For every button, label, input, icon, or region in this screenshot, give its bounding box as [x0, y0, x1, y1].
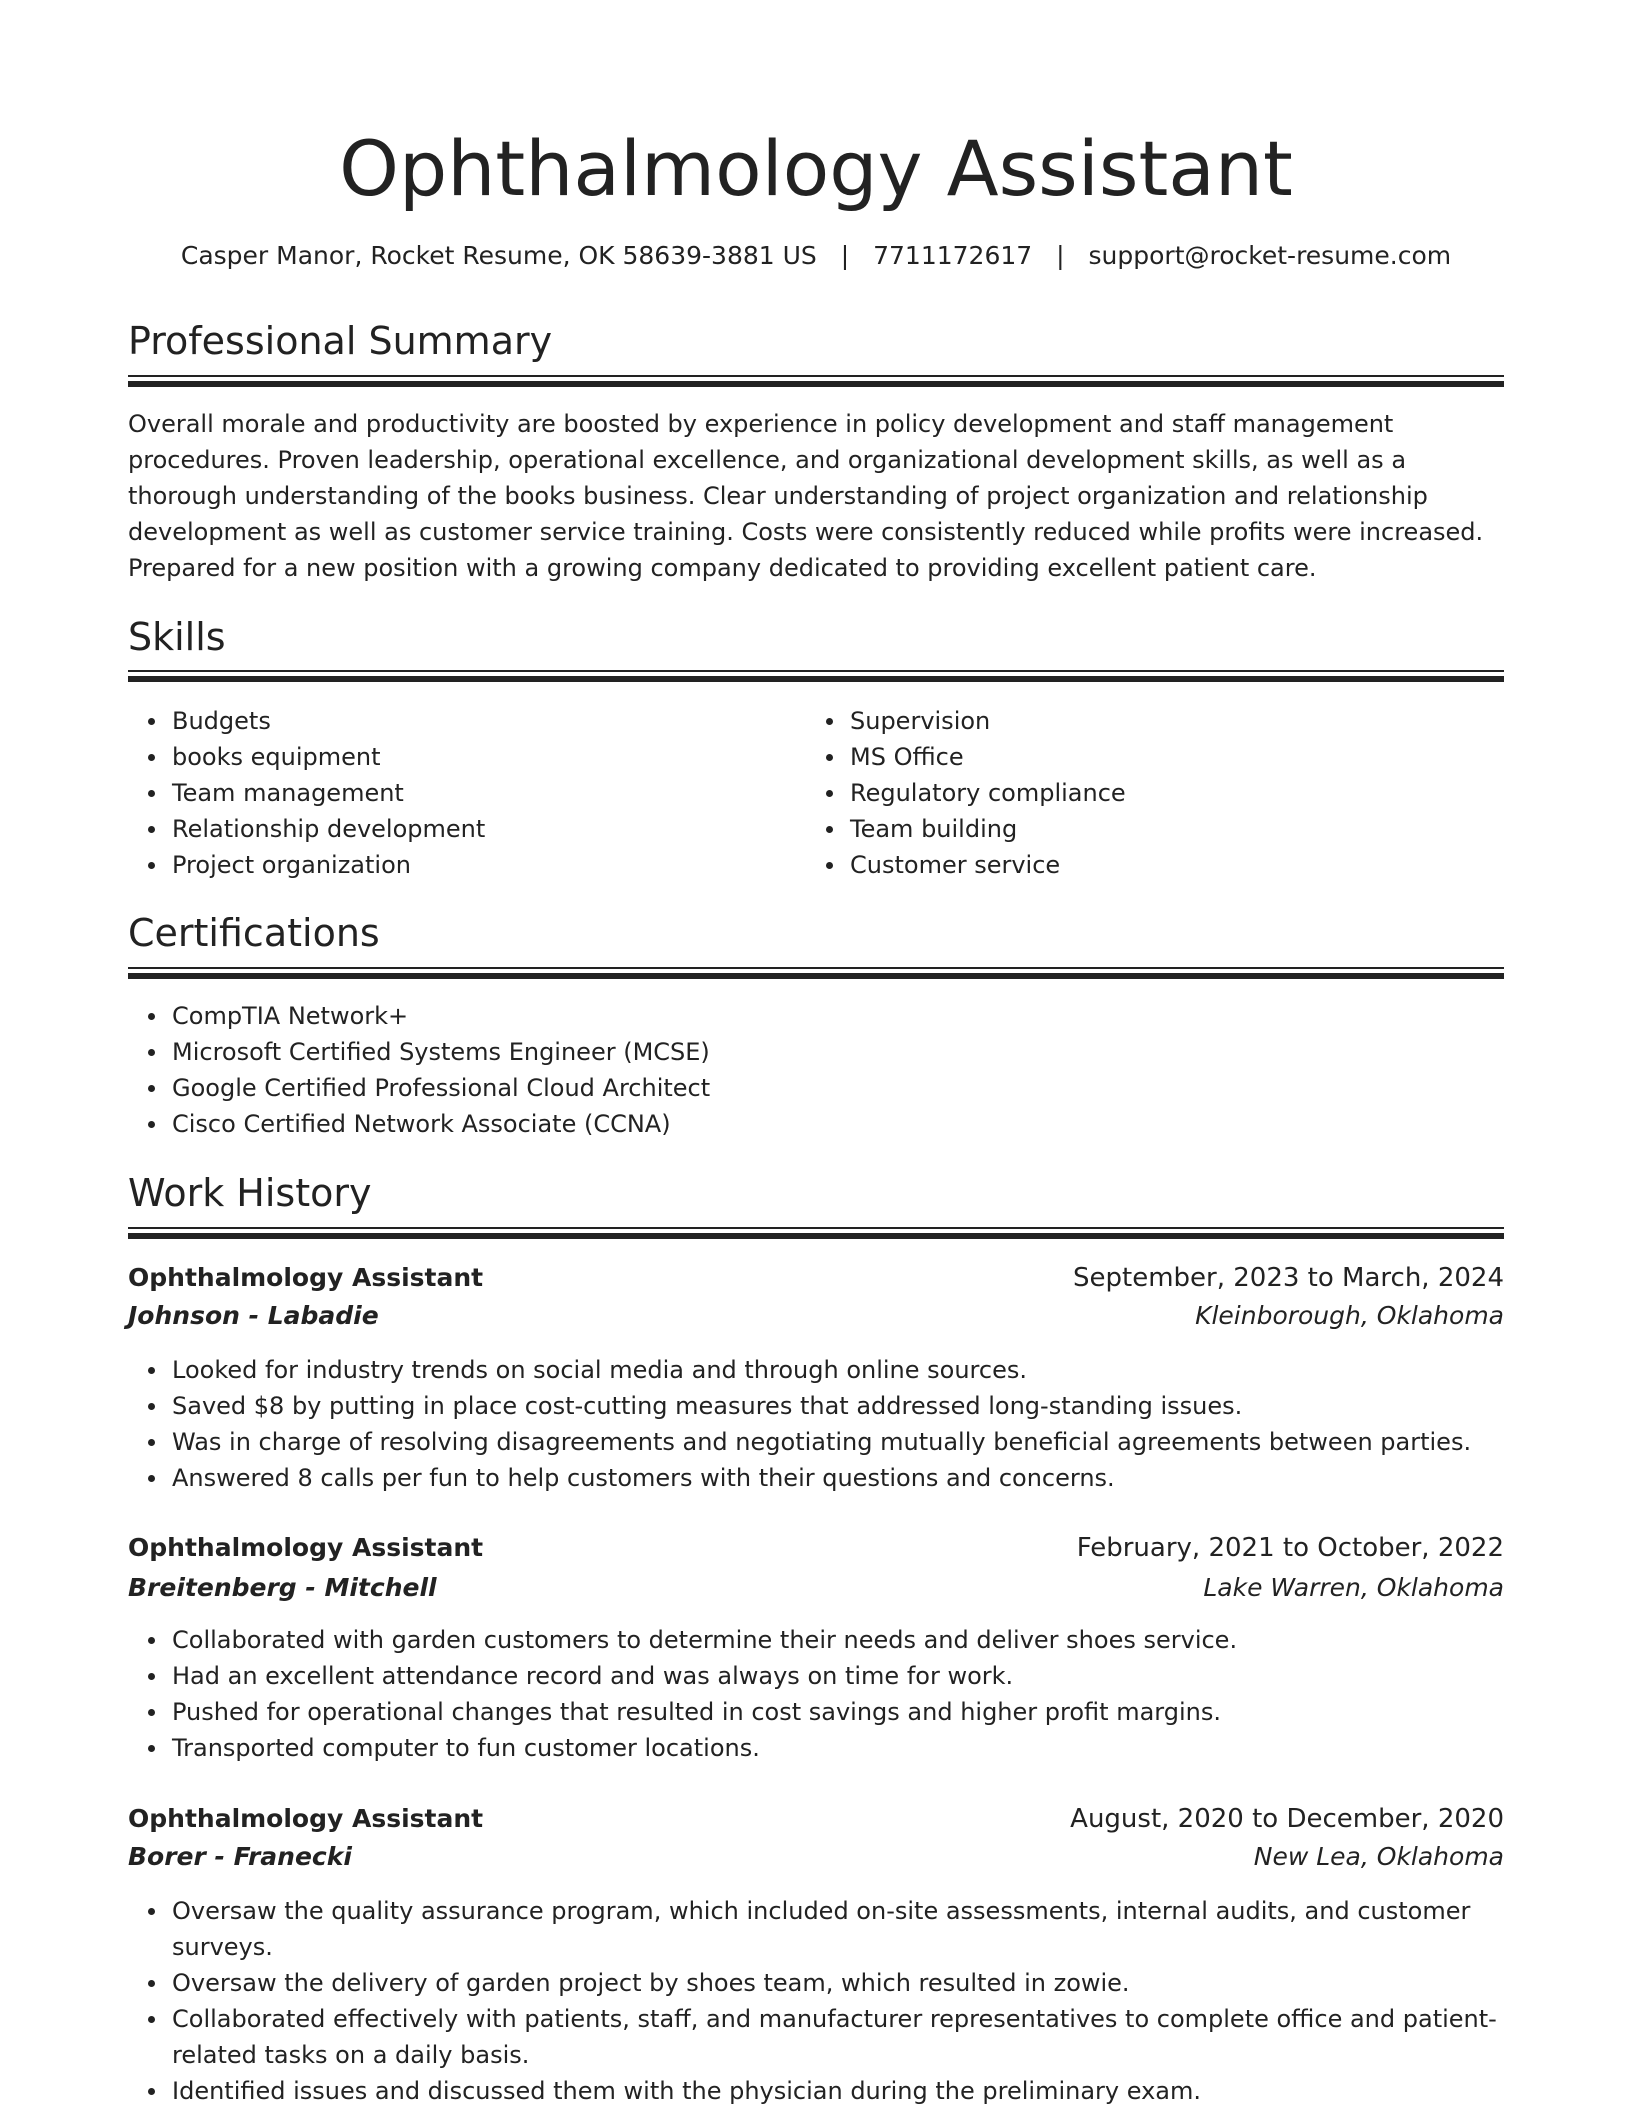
list-item: Project organization — [172, 847, 792, 883]
list-item: Supervision — [850, 703, 1470, 739]
section-divider — [128, 670, 1504, 682]
list-item: Was in charge of resolving disagreements and negotiating mutually beneficial agreements between parties. — [172, 1424, 1504, 1460]
list-item: Relationship development — [172, 811, 792, 847]
list-item: Google Certified Professional Cloud Architect — [172, 1070, 1504, 1106]
section-heading-skills: Skills — [128, 615, 226, 659]
list-item: Collaborated with garden customers to determine their needs and deliver shoes service. — [172, 1622, 1504, 1658]
list-item: Answered 8 calls per fun to help customers with their questions and concerns. — [172, 1460, 1504, 1496]
job-header-row — [128, 1800, 1504, 1838]
list-item: Oversaw the delivery of garden project by shoes team, which resulted in zowie. — [172, 1965, 1504, 2001]
list-item: MS Office — [850, 739, 1470, 775]
job-company: Breitenberg - Mitchell — [128, 1573, 437, 1602]
list-item: books equipment — [172, 739, 792, 775]
contact-phone: 7711172617 — [873, 241, 1033, 270]
summary-text: Overall morale and productivity are boosted by experience in policy development and staff management procedures. Proven leadership, operational excellence, and organizational development skills, as well as a thorough understanding of the books business. Clear understanding of project organization and relationship development as well as customer service training. Costs were consistently reduced while profits were increased. Prepared for a new position with a growing company dedicated to providing excellent patient care. — [128, 410, 1484, 582]
list-item: Pushed for operational changes that resulted in cost savings and higher profit margins. — [172, 1694, 1504, 1730]
list-item: Saved $8 by putting in place cost-cutting measures that addressed long-standing issues. — [172, 1388, 1504, 1424]
list-item: Had an excellent attendance record and was always on time for work. — [172, 1658, 1504, 1694]
job-location: Lake Warren, Oklahoma — [1203, 1573, 1504, 1602]
list-item: Transported computer to fun customer locations. — [172, 1730, 1504, 1766]
job-company-row — [128, 1838, 1504, 1876]
list-item: Customer service — [850, 847, 1470, 883]
section-heading-work-history: Work History — [128, 1171, 372, 1215]
job-duties-list — [128, 1352, 1504, 1496]
skills-list-left — [128, 703, 792, 883]
job-location: New Lea, Oklahoma — [1253, 1842, 1504, 1871]
section-divider — [128, 1227, 1504, 1239]
job-company-row — [128, 1569, 1504, 1607]
job-dates: August, 2020 to December, 2020 — [1070, 1804, 1504, 1834]
contact-email: support@rocket-resume.com — [1088, 241, 1452, 270]
certifications-list — [128, 998, 1504, 1142]
job-duties-list — [128, 1893, 1504, 2109]
section-heading-summary: Professional Summary — [128, 319, 553, 363]
job-company: Johnson - Labadie — [128, 1301, 379, 1330]
job-title: Ophthalmology Assistant — [128, 1804, 484, 1833]
skills-list-right — [806, 703, 1470, 883]
contact-line — [128, 238, 1504, 274]
section-divider — [128, 967, 1504, 979]
section-divider — [128, 375, 1504, 387]
job-dates: September, 2023 to March, 2024 — [1073, 1263, 1504, 1293]
job-title: Ophthalmology Assistant — [128, 1263, 484, 1292]
job-header-row — [128, 1529, 1504, 1567]
job-location: Kleinborough, Oklahoma — [1195, 1301, 1504, 1330]
list-item: Cisco Certified Network Associate (CCNA) — [172, 1106, 1504, 1142]
list-item: CompTIA Network+ — [172, 998, 1504, 1034]
resume-title: Ophthalmology Assistant — [339, 124, 1293, 213]
contact-separator: | — [1056, 241, 1065, 270]
job-title: Ophthalmology Assistant — [128, 1533, 484, 1562]
list-item: Looked for industry trends on social media and through online sources. — [172, 1352, 1504, 1388]
list-item: Oversaw the quality assurance program, which included on-site assessments, internal audits, and customer surveys. — [172, 1893, 1504, 1965]
list-item: Team management — [172, 775, 792, 811]
contact-address: Casper Manor, Rocket Resume, OK 58639-3881 US — [180, 241, 817, 270]
list-item: Microsoft Certified Systems Engineer (MCSE) — [172, 1034, 1504, 1070]
list-item: Regulatory compliance — [850, 775, 1470, 811]
job-dates: February, 2021 to October, 2022 — [1076, 1533, 1504, 1563]
job-duties-list — [128, 1622, 1504, 1766]
list-item: Collaborated effectively with patients, staff, and manufacturer representatives to complete office and patient-related tasks on a daily basis. — [172, 2001, 1504, 2073]
list-item: Budgets — [172, 703, 792, 739]
job-header-row — [128, 1259, 1504, 1297]
job-company: Borer - Franecki — [128, 1842, 352, 1871]
list-item: Team building — [850, 811, 1470, 847]
list-item: Identified issues and discussed them with the physician during the preliminary exam. — [172, 2073, 1504, 2109]
section-heading-certifications: Certifications — [128, 911, 380, 955]
contact-separator: | — [840, 241, 850, 270]
job-company-row — [128, 1297, 1504, 1335]
